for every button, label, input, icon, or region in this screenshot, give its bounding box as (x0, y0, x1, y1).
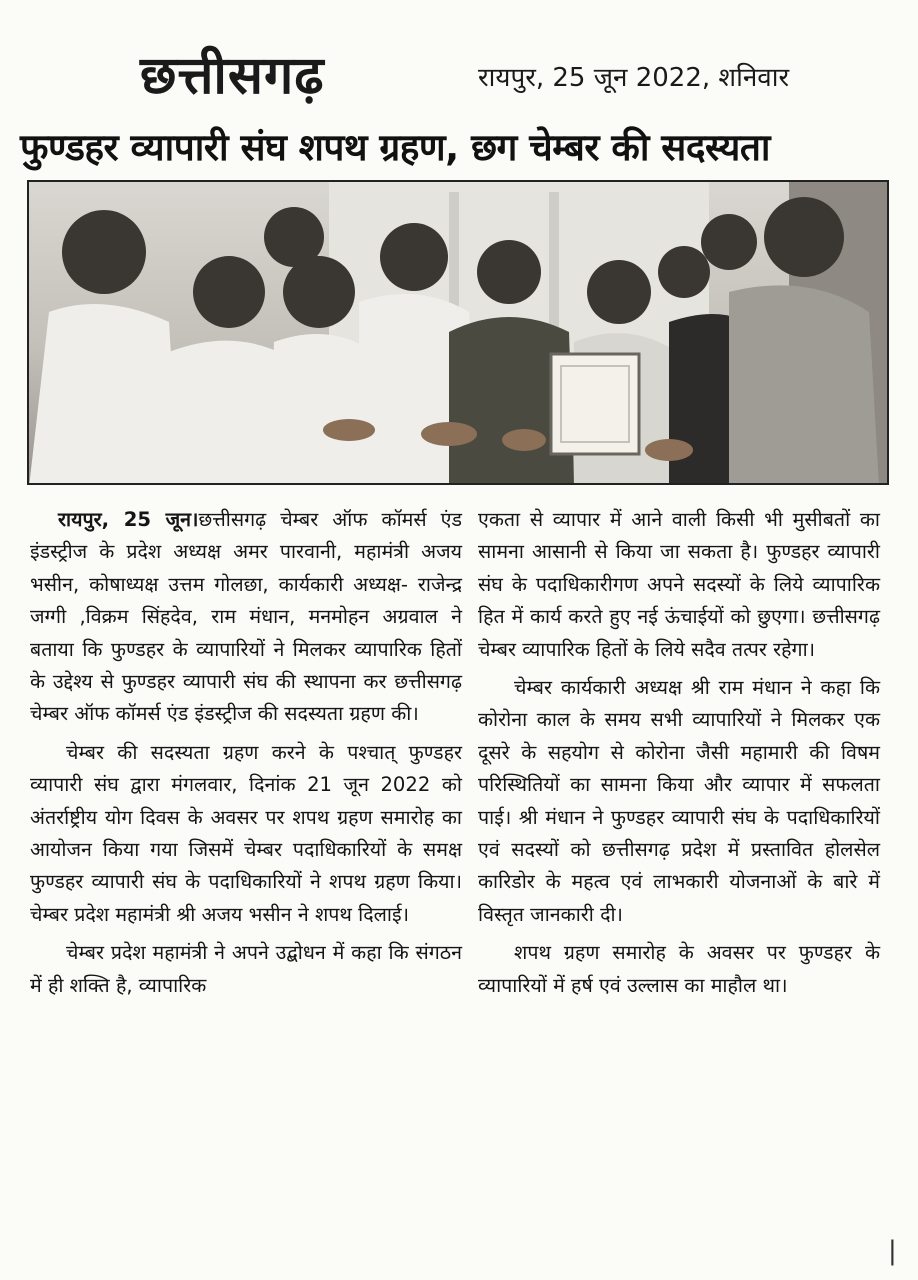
article-paragraph (30, 504, 462, 731)
article-dateline-lead: रायपुर, 25 जून। (58, 508, 199, 531)
issue-dateline: रायपुर, 25 जून 2022, शनिवार (478, 63, 790, 93)
article-paragraph: चेम्बर प्रदेश महामंत्री ने अपने उद्बोधन में कहा कि संगठन में ही शक्ति है, व्यापारिक (30, 941, 462, 997)
article-paragraph: एकता से व्यापार में आने वाली किसी भी मुसीबतों का सामना आसानी से किया जा सकता है। फुण्डहर व्यापारी संघ के पदाधिकारीगण अपने सदस्यों के लिये व्यापारिक हित में कार्य करते हुए नई ऊंचाईयों को छुएगा। छत्तीसगढ़ चेम्बर व्यापारिक हितों के लिये सदैव तत्पर रहेगा। (478, 508, 880, 661)
paragraph-text: छत्तीसगढ़ चेम्बर ऑफ कॉमर्स एंड इंडस्ट्रीज के प्रदेश अध्यक्ष अमर पारवानी, महामंत्री अजय भसीन, कोषाध्यक्ष उत्तम गोलछा, कार्यकारी अध्यक्ष- राजेन्द्र जग्गी ,विक्रम सिंहदेव, राम मंधान, मनमोहन अग्रवाल ने बताया कि फुण्डहर के व्यापारियों ने मिलकर व्यापारिक हितों के उद्देश्य से फुण्डहर व्यापारी संघ की स्थापना कर छत्तीसगढ़ चेम्बर ऑफ कॉमर्स एंड इंडस्ट्रीज की सदस्यता ग्रहण की। (30, 508, 462, 726)
article-paragraph: शपथ ग्रहण समारोह के अवसर पर फुण्डहर के व्यापारियों में हर्ष एवं उल्लास का माहौल था। (478, 941, 880, 997)
page-edge-mark: | (888, 1236, 897, 1266)
article-headline: फुण्डहर व्यापारी संघ शपथ ग्रहण, छग चेम्बर की सदस्यता (20, 126, 770, 169)
article-paragraph: चेम्बर कार्यकारी अध्यक्ष श्री राम मंधान ने कहा कि कोरोना काल के समय सभी व्यापारियों ने मिलकर एक दूसरे के सहयोग से कोरोना जैसी महामारी की विषम परिस्थितियों का सामना किया और व्यापार में सफलता पाई। श्री मंधान ने फुण्डहर व्यापारी संघ के पदाधिकारियों एवं सदस्यों को छत्तीसगढ़ प्रदेश में प्रस्तावित होलसेल कारिडोर के महत्व एवं लाभकारी योजनाओं के बारे में विस्तृत जानकारी दी। (478, 676, 880, 926)
article-column-right (478, 504, 880, 1008)
group-photo-illustration (29, 182, 889, 485)
article-column-left (30, 504, 462, 1008)
news-photo (27, 180, 889, 485)
article-paragraph: चेम्बर की सदस्यता ग्रहण करने के पश्चात् फुण्डहर व्यापारी संघ द्वारा मंगलवार, दिनांक 21 जून 2022 को अंतर्राष्ट्रीय योग दिवस के अवसर पर शपथ ग्रहण समारोह का आयोजन किया गया जिसमें चेम्बर पदाधिकारियों के समक्ष फुण्डहर व्यापारी संघ के पदाधिकारियों ने शपथ ग्रहण किया। चेम्बर प्रदेश महामंत्री श्री अजय भसीन ने शपथ दिलाई। (30, 740, 462, 926)
newspaper-masthead: छत्तीसगढ़ (140, 45, 325, 106)
